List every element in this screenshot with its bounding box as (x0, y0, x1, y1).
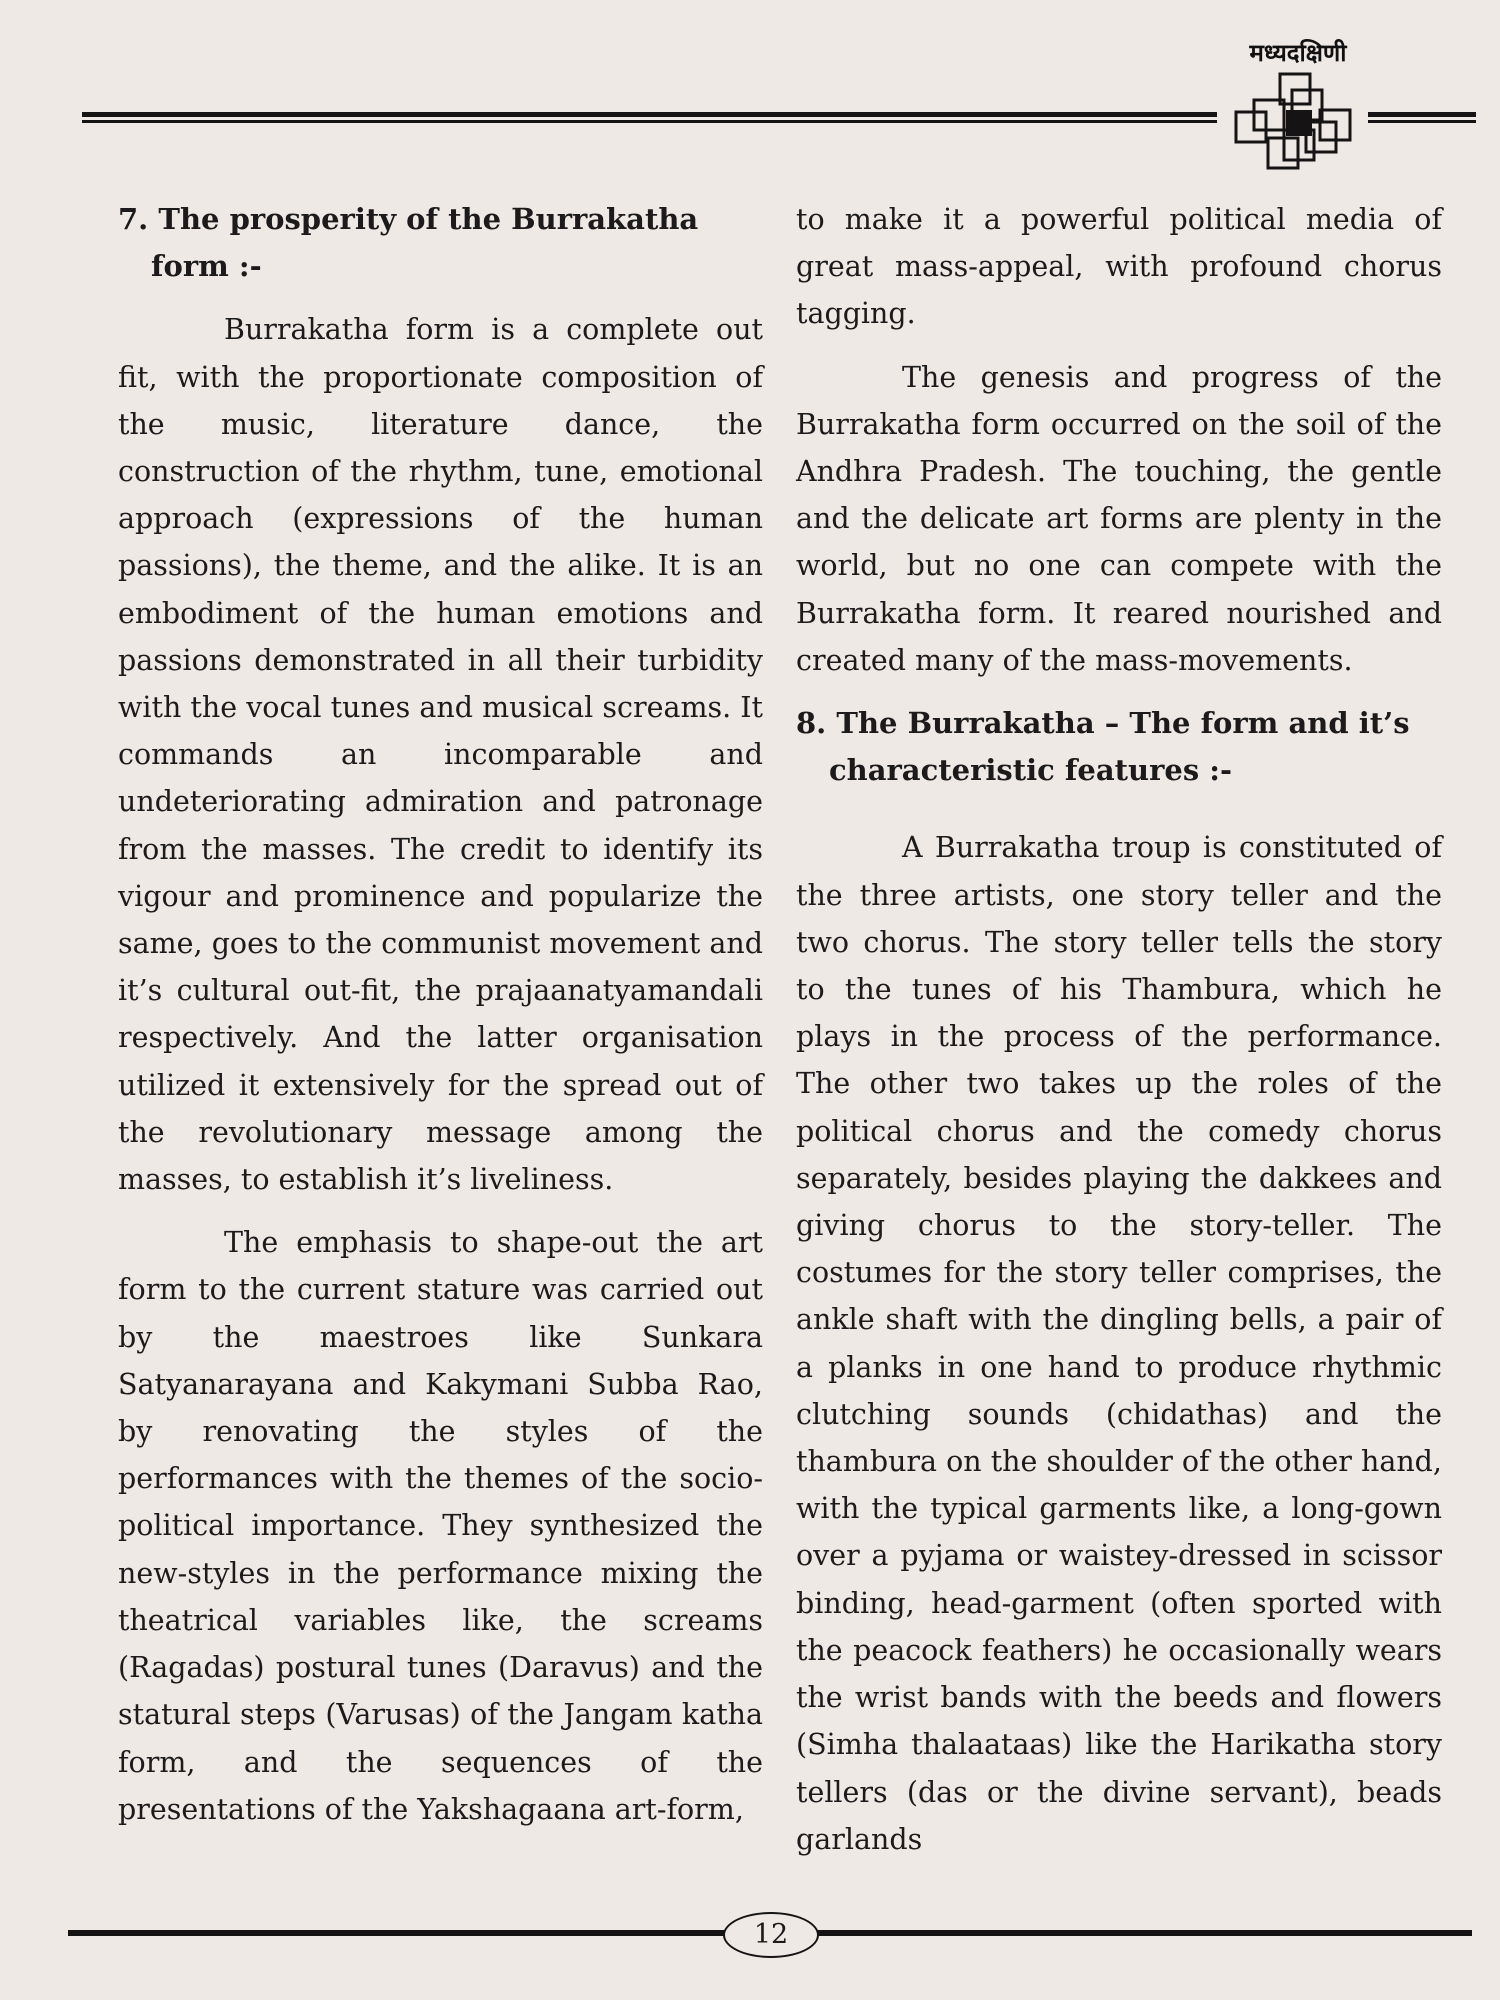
right-paragraph-1: to make it a powerful political media of great mass-appeal, with profound chorus tagging. (796, 203, 1442, 331)
left-paragraph-2: The emphasis to shape-out the art form to the current stature was carried out by the maestroes like Sunkara Satyanarayana and Kakymani Subba Rao, by renovating the styles of the performances with the themes of the socio-political importance. They synthesized the new-styles in the performance mixing the theatrical variables like, the screams (Ragadas) postural tunes (Daravus) and the statural steps (Varusas) of the Jangam katha form, and the sequences of the presentations of the Yakshagaana art-form, (118, 1226, 763, 1826)
page-footer (68, 1910, 1472, 1970)
left-column (118, 196, 763, 1833)
journal-title: मध्यदक्षिणी (1249, 39, 1347, 67)
section-8-heading-line1: 8. The Burrakatha – The form and it’s (796, 706, 1410, 741)
section-8-heading (796, 700, 1442, 794)
header-rule (82, 112, 1217, 126)
right-column (796, 196, 1442, 1863)
right-paragraph-3: A Burrakatha troup is constituted of the three artists, one story teller and the two chorus. The story teller tells the story to the tunes of his Thambura, which he plays in the process of the performance. The other two takes up the roles of the political chorus and the comedy chorus separately, besides playing the dakkees and giving chorus to the story-teller. The costumes for the story teller comprises, the ankle shaft with the dingling bells, a pair of a planks in one hand to produce rhythmic clutching sounds (chidathas) and the thambura on the shoulder of the other hand, with the typical garments like, a long-gown over a pyjama or waistey-dressed in scissor binding, head-garment (often sported with the peacock feathers) he occasionally wears the wrist bands with the beeds and flowers (Simha thalaataas) like the Harikatha story tellers (das or the divine servant), beads garlands (796, 831, 1442, 1856)
left-paragraph-1: Burrakatha form is a complete out fit, with the proportionate composition of the music, literature dance, the construction of the rhythm, tune, emotional approach (expressions of the human passions), the theme, and the alike. It is an embodiment of the human emotions and passions demonstrated in all their turbidity with the vocal tunes and musical screams. It commands an incomparable and undeteriorating admiration and patronage from the masses. The credit to identify its vigour and prominence and popularize the same, goes to the communist movement and it’s cultural out-fit, the prajaanatyamandali respectively. And the latter organisation utilized it extensively for the spread out of the revolutionary message among the masses, to establish it’s liveliness. (118, 313, 763, 1197)
header-rule-right (1368, 112, 1476, 126)
right-paragraph-2: The genesis and progress of the Burrakatha form occurred on the soil of the Andhra Pradesh. The touching, the gentle and the delicate art forms are plenty in the world, but no one can compete with the Burrakatha form. It reared nourished and created many of the mass-movements. (796, 360, 1442, 677)
section-7-heading-line2: form :- (151, 249, 262, 284)
section-7-heading (118, 196, 763, 290)
section-8-heading-line2: characteristic features :- (829, 753, 1232, 788)
interlocking-squares-icon (1228, 68, 1368, 176)
section-7-heading-line1: 7. The prosperity of the Burrakatha (118, 202, 699, 236)
page-number: 12 (723, 1912, 819, 1958)
